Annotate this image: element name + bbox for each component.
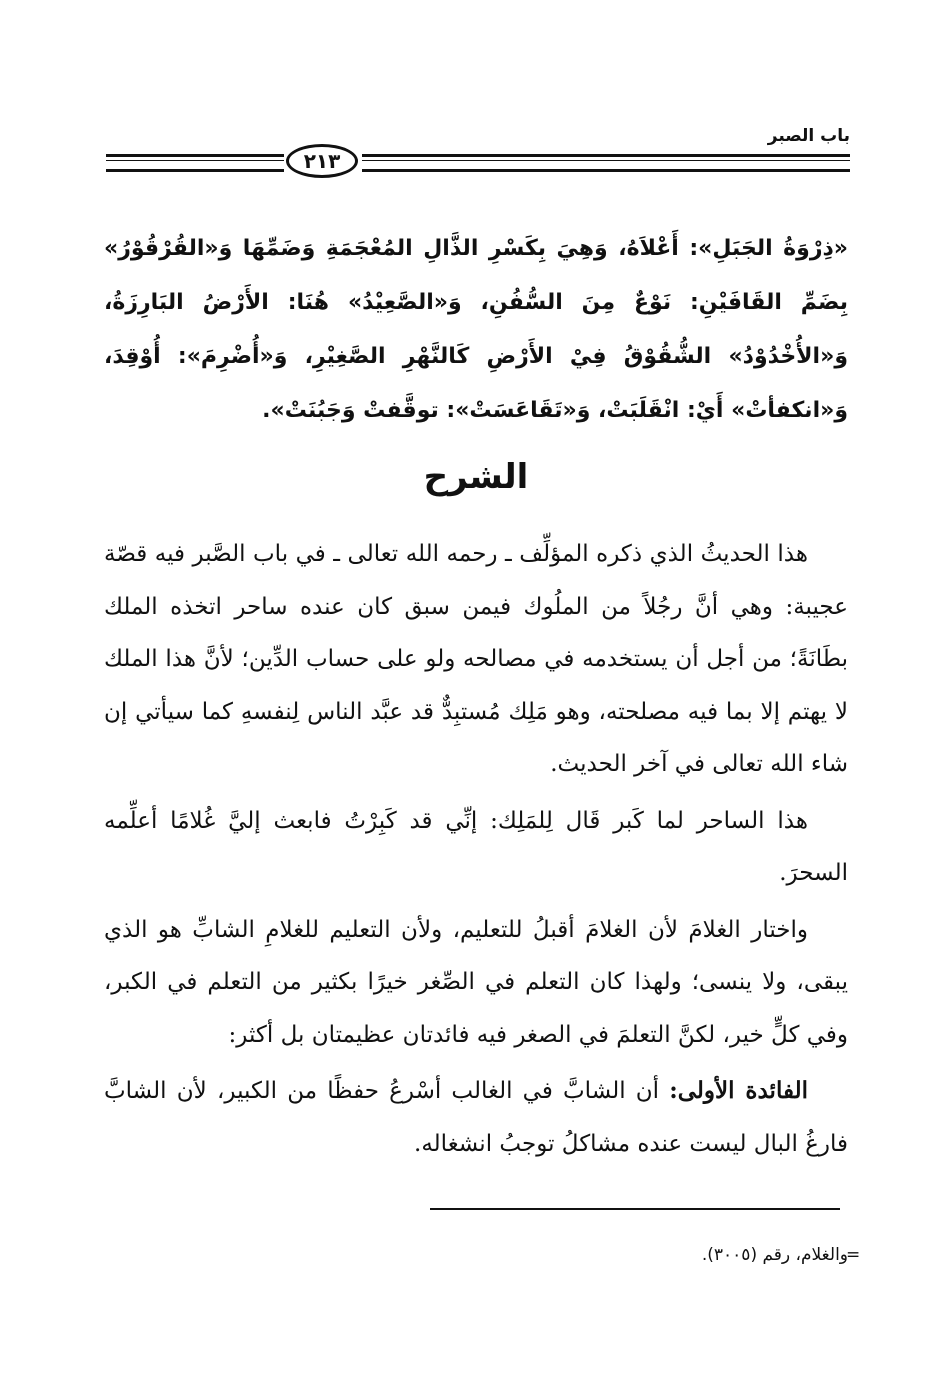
page-number: ٢١٣	[303, 149, 341, 173]
commentary-paragraph-1: هذا الحديثُ الذي ذكره المؤلِّف ـ رحمه الله تعالى ـ في باب الصَّبر فيه قصّة عجيبة: وهي أنَّ رجُلاً من الملُوك فيمن سبق كان عنده ساحر اتخذه الملك بطَانَةً؛ من أجل أن يستخدمه في مصالحه ولو على حساب الدِّين؛ لأنَّ هذا الملك لا يهتم إلا بما فيه مصلحته، وهو مَلِك مُستبِدٌّ قد عبَّد الناس لِنفسهِ كما سيأتي إن شاء الله تعالى في آخر الحديث.	[104, 541, 848, 777]
footnote-separator	[430, 1208, 840, 1210]
chapter-title: باب الصبر	[767, 126, 850, 146]
benefit-term: الفائدة الأولى:	[669, 1077, 808, 1104]
header-rule-right	[362, 154, 850, 172]
footnote-continuation-mark: =	[846, 1245, 861, 1265]
commentary-paragraph-2: هذا الساحر لما كَبر قَال لِلمَلِك: إنِّي قد كَبِرْتُ فابعث إليَّ غُلامًا أعلِّمه السحرَ.	[104, 807, 848, 886]
page-number-badge	[286, 144, 358, 178]
section-heading: الشرح	[423, 457, 529, 497]
benefit-text: أن الشابَّ في الغالب أسْرعُ حفظًا من الكبير، لأن الشابَّ فارغُ البال ليست عنده مشاكلُ توجبُ انشغاله.	[104, 1078, 848, 1157]
page-header	[100, 126, 850, 186]
header-rule-left	[106, 154, 284, 172]
commentary-body	[104, 528, 848, 1174]
commentary-paragraph-4	[104, 1065, 848, 1170]
commentary-paragraph-3: واختار الغلامَ لأن الغلامَ أقبلُ للتعليم، ولأن التعليم للغلامِ الشابِّ هو الذي يبقى، ولا ينسى؛ ولهذا كان التعلم في الصِّغر خيرًا بكثير من التعلم في الكبر، وفي كلٍّ خير، لكنَّ التعلمَ في الصغر فيه فائدتان عظيمتان بل أكثر:	[104, 916, 848, 1048]
footnote-text: والغلام، رقم (٣٠٠٥).	[701, 1245, 848, 1265]
vocabulary-paragraph: «ذِرْوَةُ الجَبَلِ»: أَعْلاَهُ، وَهِيَ بِكَسْرِ الذَّالِ المُعْجَمَةِ وَضَمِّهَا وَ«القُرْقُوْرُ» بِضَمِّ القَافَيْنِ: نَوْعٌ مِنَ السُّفُنِ، وَ«الصَّعِيْدُ» هُنَا: الأَرْضُ البَارِزَةُ، وَ«الأُخْدُوْدُ» الشُّقُوْقُ فِيْ الأَرْضِ كَالنَّهْرِ الصَّغِيْرِ، وَ«أُضْرِمَ»: أُوْقِدَ، وَ«انكفأتْ» أَيْ: انْقَلَبَتْ، وَ«تَقَاعَسَتْ»: توقَّفتْ وَجَبُنَتْ».	[104, 236, 848, 423]
